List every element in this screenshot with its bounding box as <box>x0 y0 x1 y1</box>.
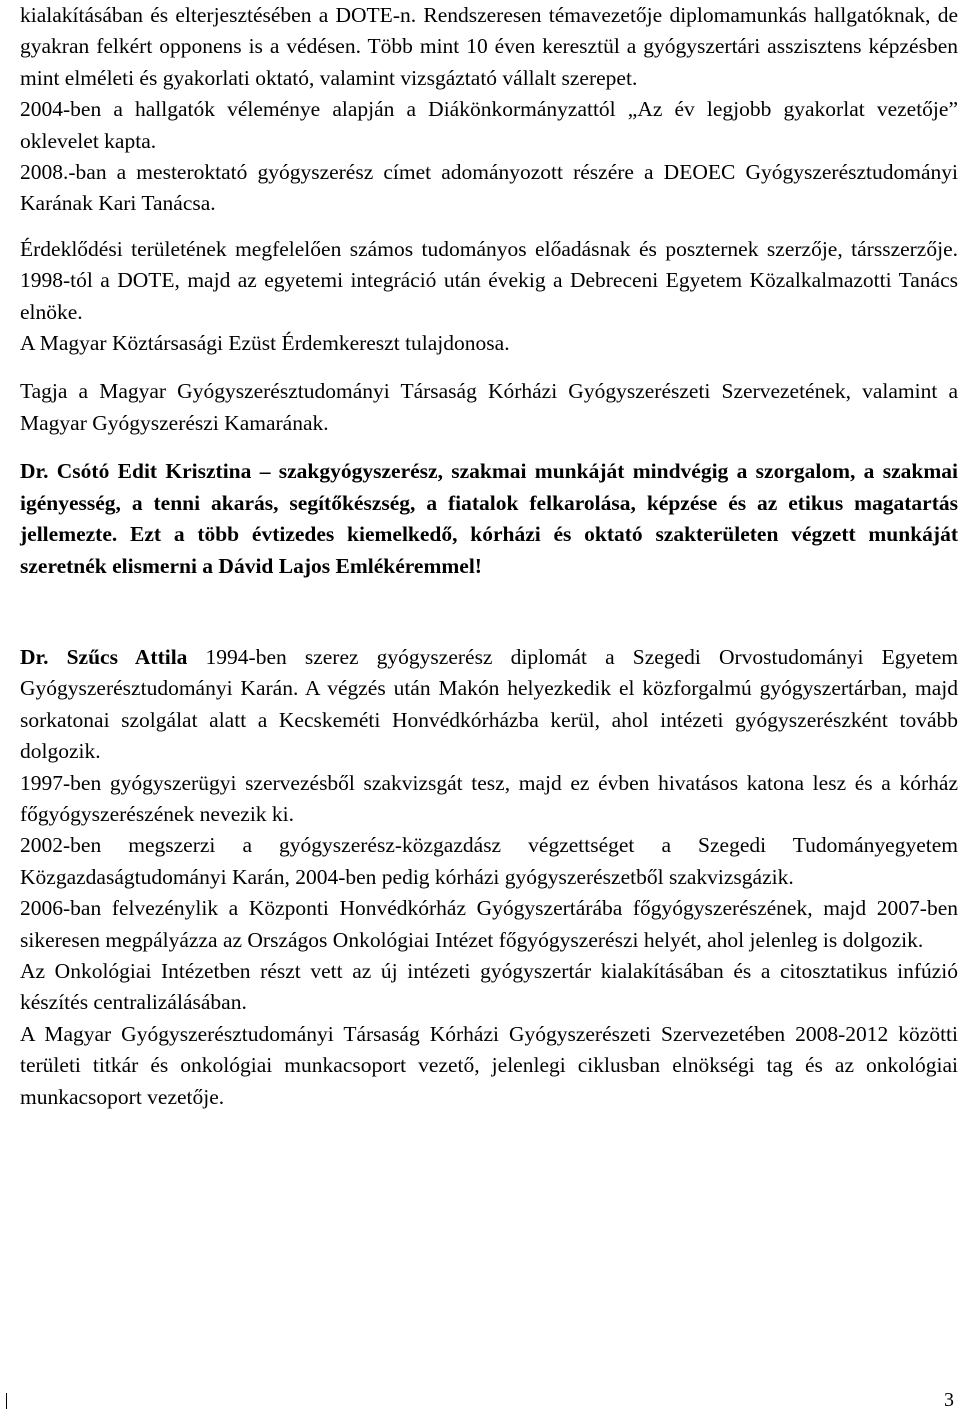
paragraph: A Magyar Köztársasági Ezüst Érdemkereszt tulajdonosa. <box>20 331 510 356</box>
paragraph-group-biography <box>20 642 958 1113</box>
paragraph-membership: Tagja a Magyar Gyógyszerésztudományi Társaság Kórházi Gyógyszerészeti Szervezetének, valamint a Magyar Gyógyszerészi Kamarának. <box>20 379 958 435</box>
award-summary-text: Dr. Csótó Edit Krisztina – szakgyógyszerész, szakmai munkáját mindvégig a szorgalom, a szakmai igényesség, a tenni akarás, segítőkészség, a fiatalok felkarolása, képzése és az etikus magatartás jellemezte. Ezt a több évtizedes kiemelkedő, kórházi és oktató szakterületen végzett munkáját szeretnék elismerni a Dávid Lajos Emlékéremmel! <box>20 459 958 578</box>
paragraph: 2006-ban felvezénylik a Központi Honvédkórház Gyógyszertárába főgyógyszerészének, majd 2007-ben sikeresen megpályázza az Országos Onkológiai Intézet főgyógyszerészi helyét, ahol jelenleg is dolgozik. <box>20 896 958 952</box>
paragraph-award-summary <box>20 456 958 582</box>
paragraph-biography-intro <box>20 642 958 768</box>
paragraph-group-teaching <box>20 0 958 220</box>
person-title: Dr. <box>20 644 67 669</box>
paragraph: Érdeklődési területének megfelelően számos tudományos előadásnak és poszternek szerzője, társszerzője. 1998-tól a DOTE, majd az egyetemi integráció után évekig a Debreceni Egyetem Közalkalmazotti Tanács elnöke. <box>20 236 958 324</box>
paragraph: 1997-ben gyógyszerügyi szervezésből szakvizsgát tesz, majd ez évben hivatásos katona lesz és a kórház főgyógyszerészének nevezik ki. <box>20 770 958 826</box>
paragraph-group-research <box>20 234 958 360</box>
paragraph: kialakításában és elterjesztésében a DOTE-n. Rendszeresen témavezetője diplomamunkás hallgatóknak, de gyakran felkért opponens is a védésen. Több mint 10 éven keresztül a gyógyszertári asszisztens képzésben mint elméleti és gyakorlati oktató, valamint vizsgáztató vállalt szerepet. <box>20 3 958 90</box>
paragraph-text: 1994-ben szerez gyógyszerész diplomát a Szegedi Orvostudományi Egyetem Gyógyszerésztudományi Karán. A végzés után Makón helyezkedik el közforgalmú gyógyszertárban, majd sorkatonai szolgálat alatt a Kecskeméti Honvédkórházba kerül, ahol intézeti gyógyszerészként tovább dolgozik. <box>20 644 958 764</box>
footer-rule-mark <box>6 1393 7 1409</box>
person-name: Szűcs Attila <box>66 644 188 669</box>
paragraph: 2002-ben megszerzi a gyógyszerész-közgazdász végzettséget a Szegedi Tudományegyetem Közgazdaságtudományi Karán, 2004-ben pedig kórházi gyógyszerészetből szakvizsgázik. <box>20 833 958 889</box>
document-page <box>20 0 958 1113</box>
paragraph: Az Onkológiai Intézetben részt vett az új intézeti gyógyszertár kialakításában és a citosztatikus infúzió készítés centralizálásában. <box>20 958 958 1015</box>
paragraph: A Magyar Gyógyszerésztudományi Társaság Kórházi Gyógyszerészeti Szervezetében 2008-2012 közötti területi titkár és onkológiai munkacsoport vezető, jelenlegi ciklusban elnökségi tag és az onkológiai munkacsoport vezetője. <box>20 1021 958 1109</box>
paragraph: 2004-ben a hallgatók véleménye alapján a Diákönkormányzattól „Az év legjobb gyakorlat vezetője” oklevelet kapta. <box>20 97 958 153</box>
page-number: 3 <box>944 1389 954 1411</box>
paragraph: 2008.-ban a mesteroktató gyógyszerész címet adományozott részére a DEOEC Gyógyszerésztudományi Karának Kari Tanácsa. <box>20 160 958 216</box>
